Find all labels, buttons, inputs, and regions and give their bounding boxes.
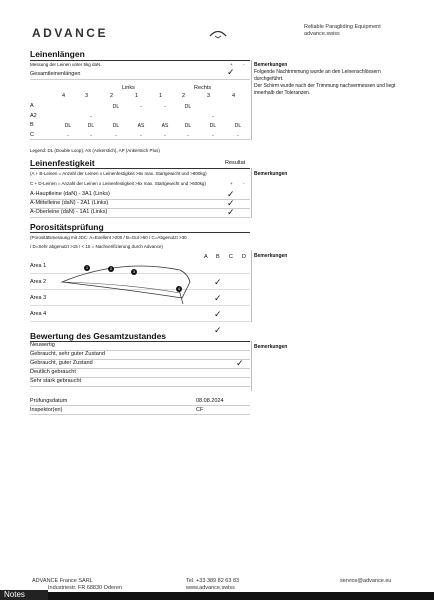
table-cell: DL	[112, 104, 120, 110]
check-icon: ✓	[214, 309, 222, 319]
table-cell: -	[90, 132, 92, 139]
notes-tab[interactable]: Notes	[0, 590, 48, 600]
porosity-column-header: C	[229, 254, 233, 260]
measure-note: Messung der Leinen unter 5kg daN.	[30, 62, 102, 67]
porosity-column-header: D	[242, 254, 246, 260]
table-cell: AS	[137, 123, 145, 129]
glider-diagram	[60, 260, 200, 325]
check-icon: ✓	[227, 198, 235, 208]
footer-email[interactable]: service@advance.eu	[340, 578, 392, 584]
bottom-bar	[0, 592, 434, 600]
result-label: Resultat	[225, 160, 246, 166]
table-cell: -	[187, 132, 189, 139]
lengths-remarks: Folgende Nachtrimmung wurde an den Leinenschlössern durchgeführt. Der Schirm wurde nach der Trimmung nachvermessen und liegt innerhalb der Toleranzen.	[254, 69, 396, 96]
row-label: A2	[30, 112, 37, 119]
divider	[30, 217, 250, 218]
divider	[30, 341, 250, 342]
condition-item: Gebraucht, sehr guter Zustand	[30, 351, 105, 357]
table-cell: -	[140, 104, 142, 110]
column-header: 4	[62, 93, 66, 99]
plus-label: +	[230, 181, 233, 186]
marker-badge: 4	[177, 286, 181, 291]
divider	[30, 139, 250, 140]
divider	[30, 60, 250, 61]
table-cell: -	[212, 113, 214, 120]
strength-title: Leinenfestigkeit	[30, 158, 95, 168]
marker-badge: 1	[85, 265, 89, 270]
divider	[30, 232, 250, 233]
strength-note-1: (A + B-Leinen = Anzahl der Leinen x Leinenfestigkeit >8x max. Startgewicht und >800kg)	[30, 171, 207, 176]
row-label: A	[30, 103, 34, 109]
table-cell: AS	[161, 123, 169, 129]
brand-logo: ADVANCE	[32, 26, 108, 40]
column-header: 2	[182, 93, 186, 99]
strength-note-2: C + D-Leinen = Anzahl der Leinen x Leinenfestigkeit >6x max. Startgewicht und >600kg)	[30, 181, 206, 186]
check-icon: ✓	[227, 189, 235, 199]
porosity-note-2: / D=Sehr abgenutzt >15 / < 15 = Nachverifizierung durch Advance)	[30, 244, 163, 249]
table-cell: -	[212, 132, 214, 139]
check-icon: ✓	[214, 293, 222, 303]
divider	[251, 168, 252, 218]
table-cell: DL	[234, 123, 242, 129]
legend: Legend: DL (Double Loop), AS (Ankerstich), AP (Ankerstich Plus)	[30, 148, 160, 153]
divider	[30, 168, 250, 169]
remarks-title: Bemerkungen	[254, 62, 288, 68]
strength-item: A-Hauptleine (daN) - 3A1 (Links)	[30, 191, 110, 197]
strength-item: A-Mittelleine (daN) - 2A1 (Links)	[30, 200, 109, 206]
total-lengths-label: Gesamtleinenlängen	[30, 71, 81, 77]
column-header: 2	[110, 93, 114, 99]
column-header: 4	[232, 93, 236, 99]
date-value: 08.08.2024	[196, 398, 224, 404]
table-cell: -	[115, 132, 117, 139]
row-label: B	[30, 122, 34, 128]
date-label: Prüfungsdatum	[30, 398, 68, 404]
column-header: 3	[85, 93, 89, 99]
footer-phone: Tel. +33 389 82 63 83	[186, 578, 240, 584]
divider	[30, 414, 250, 415]
check-icon: ✓	[227, 67, 235, 77]
table-cell: -	[164, 104, 166, 110]
inspector-label: Inspektor(en)	[30, 407, 63, 413]
divider	[251, 341, 252, 391]
column-header: 3	[207, 93, 211, 99]
divider	[251, 250, 252, 322]
porosity-area-label: Area 2	[30, 279, 47, 285]
divider	[30, 386, 250, 387]
table-cell: -	[164, 132, 166, 139]
footer-address: Industriestr. FR 68830 Oderen	[48, 585, 122, 591]
porosity-note-1: (Porositätsmessung mit JDC: A=Exellent >200 / B=Gut >60 / C=Abgenutzt >30	[30, 235, 187, 240]
divider	[30, 405, 250, 406]
check-icon: ✓	[227, 207, 235, 217]
plus-label: +	[230, 62, 233, 67]
table-cell: -	[67, 132, 69, 139]
row-label: C	[30, 131, 34, 138]
divider	[251, 60, 252, 140]
condition-title: Bewertung des Gesamtzustandes	[30, 331, 167, 341]
porosity-area-label: Area 3	[30, 295, 47, 301]
porosity-area-label: Area 4	[30, 311, 47, 317]
condition-item: Neuwertig	[30, 342, 55, 348]
table-cell: DL	[64, 123, 72, 129]
porosity-area-label: Area 1	[30, 263, 47, 269]
condition-item: Sehr stark gebraucht	[30, 378, 82, 384]
check-icon: ✓	[236, 358, 244, 368]
porosity-column-header: B	[216, 254, 220, 260]
check-icon: ✓	[214, 325, 222, 335]
table-cell: -	[90, 113, 92, 120]
table-cell: DL	[112, 123, 120, 129]
porosity-column-header: A	[204, 254, 208, 260]
footer-web[interactable]: www.advance.swiss	[186, 585, 235, 591]
links-label: Links	[122, 85, 135, 91]
divider	[30, 79, 250, 80]
inspector-value: CF	[196, 407, 204, 413]
table-cell: -	[140, 132, 142, 139]
table-cell: DL	[184, 123, 192, 129]
condition-item: Deutlich gebraucht	[30, 369, 76, 375]
strength-item: A-Oberleine (daN) - 1A1 (Links)	[30, 209, 108, 215]
minus-label: -	[243, 181, 245, 186]
table-cell: DL	[184, 104, 192, 110]
footer-company: ADVANCE France SARL	[32, 578, 93, 584]
table-cell: DL	[87, 123, 95, 129]
lengths-title: Leinenlängen	[30, 49, 85, 59]
table-cell: DL	[209, 123, 217, 129]
marker-badge: 3	[132, 269, 136, 274]
column-header: 1	[135, 93, 139, 99]
table-cell: -	[237, 132, 239, 139]
remarks-title: Bemerkungen	[254, 253, 288, 259]
tagline: Reliable Paragliding Equipment advance.swiss	[304, 24, 381, 37]
check-icon: ✓	[214, 277, 222, 287]
rechts-label: Rechts	[194, 85, 212, 91]
condition-item: Gebraucht, guter Zustand	[30, 360, 93, 366]
remarks-title: Bemerkungen	[254, 171, 288, 177]
column-header: 1	[159, 93, 163, 99]
glider-logo-icon	[208, 26, 228, 44]
remarks-title: Bemerkungen	[254, 344, 288, 350]
porosity-title: Porositätsprüfung	[30, 222, 104, 232]
marker-badge: 2	[109, 266, 113, 271]
minus-label: -	[243, 62, 245, 67]
